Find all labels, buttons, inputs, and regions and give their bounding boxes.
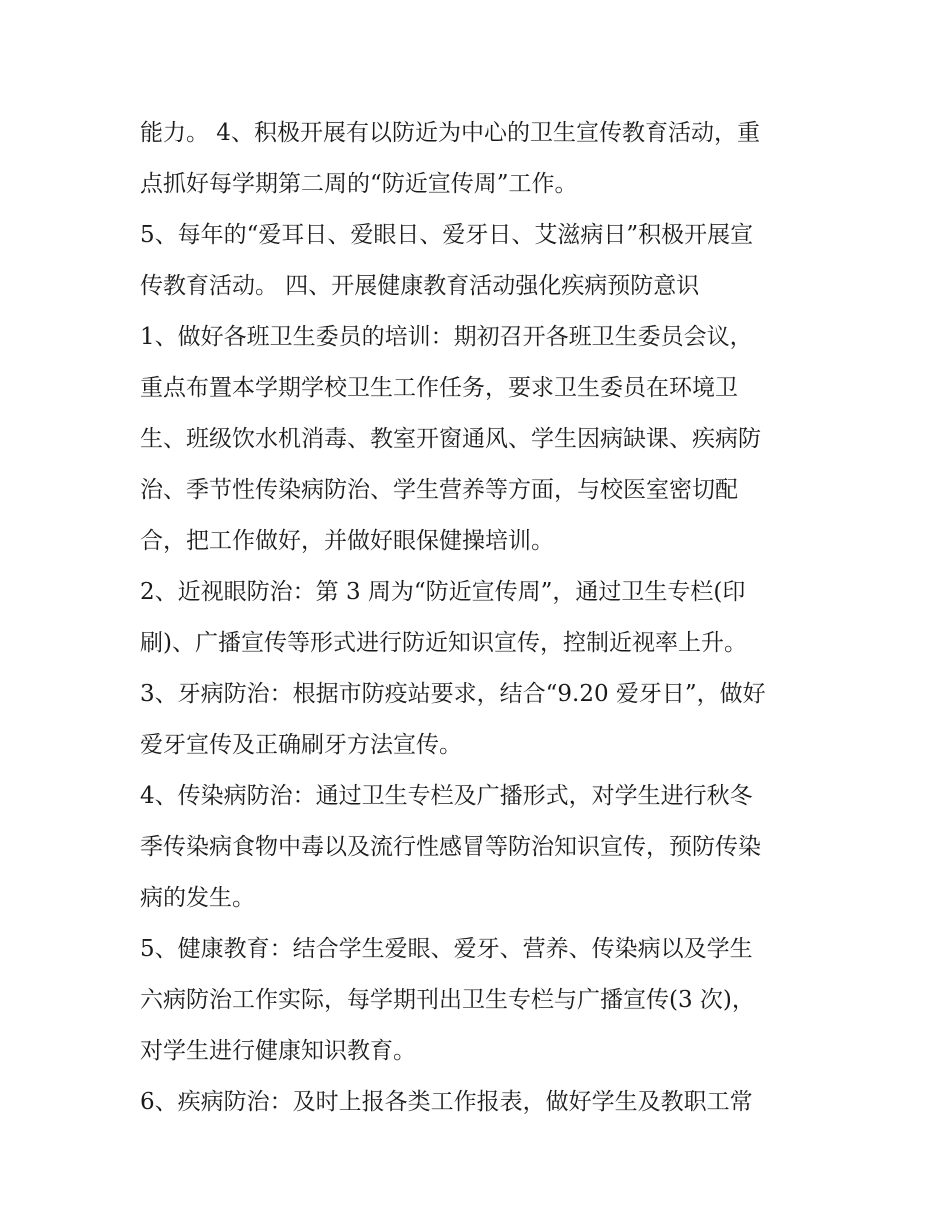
- text-line: 4、传染病防治：通过卫生专栏及广播形式，对学生进行秋冬: [140, 783, 753, 809]
- text-line: 对学生进行健康知识教育。: [140, 1038, 416, 1064]
- text-line: 3、牙病防治：根据市防疫站要求，结合“9.20 爱牙日”，做好: [140, 681, 766, 707]
- text-line: 重点布置本学期学校卫生工作任务，要求卫生委员在环境卫: [140, 375, 738, 401]
- text-line: 刷)、广播宣传等形式进行防近知识宣传，控制近视率上升。: [140, 630, 747, 656]
- body-text: [140, 108, 820, 1128]
- text-line: 2、近视眼防治：第 3 周为“防近宣传周”，通过卫生专栏(印: [140, 579, 746, 605]
- text-line: 季传染病食物中毒以及流行性感冒等防治知识宣传，预防传染: [140, 834, 761, 860]
- text-line: 5、每年的“爱耳日、爱眼日、爱牙日、艾滋病日”积极开展宣: [140, 222, 754, 248]
- text-line: 点抓好每学期第二周的“防近宣传周”工作。: [140, 171, 578, 197]
- text-line: 6、疾病防治：及时上报各类工作报表，做好学生及教职工常: [140, 1089, 753, 1115]
- text-line: 合，把工作做好，并做好眼保健操培训。: [140, 528, 554, 554]
- text-line: 1、做好各班卫生委员的培训：期初召开各班卫生委员会议，: [140, 324, 753, 350]
- text-line: 传教育活动。 四、开展健康教育活动强化疾病预防意识: [140, 273, 700, 299]
- text-line: 六病防治工作实际，每学期刊出卫生专栏与广播宣传(3 次)，: [140, 987, 755, 1013]
- text-line: 生、班级饮水机消毒、教室开窗通风、学生因病缺课、疾病防: [140, 426, 761, 452]
- text-line: 能力。 4、积极开展有以防近为中心的卫生宣传教育活动，重: [140, 120, 760, 146]
- text-line: 病的发生。: [140, 885, 255, 911]
- text-line: 爱牙宣传及正确刷牙方法宣传。: [140, 732, 462, 758]
- text-line: 5、健康教育：结合学生爱眼、爱牙、营养、传染病以及学生: [140, 936, 753, 962]
- text-line: 治、季节性传染病防治、学生营养等方面，与校医室密切配: [140, 477, 738, 503]
